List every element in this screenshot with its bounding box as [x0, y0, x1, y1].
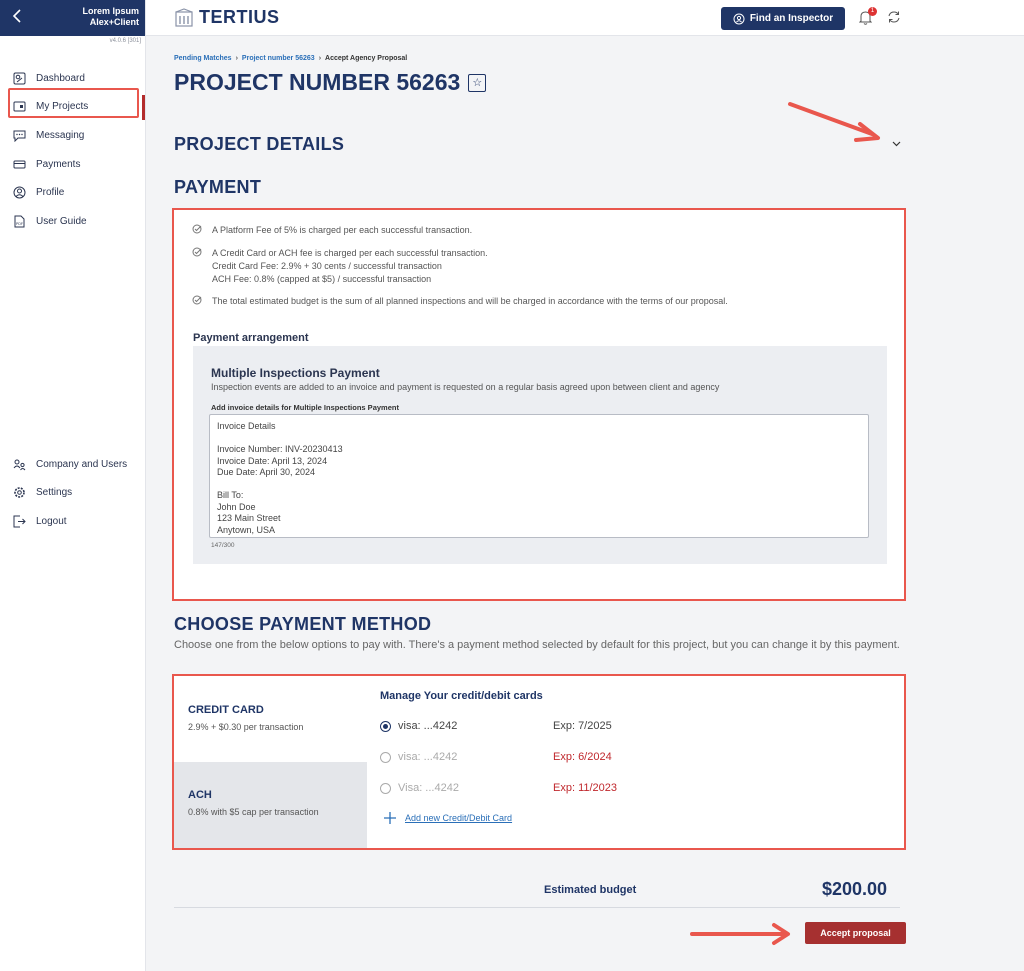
page-title — [174, 69, 486, 96]
accept-proposal-button[interactable]: Accept proposal — [805, 922, 906, 944]
user-info — [82, 6, 139, 28]
mip-description: Inspection events are added to an invoice and payment is requested on a regular basis agreed upon between client and agency — [211, 382, 720, 392]
manage-cards-title: Manage Your credit/debit cards — [380, 690, 543, 702]
messaging-icon — [12, 128, 26, 142]
card-option[interactable] — [380, 780, 680, 796]
fee-text: A Credit Card or ACH fee is charged per each successful transaction. — [212, 248, 488, 258]
user-role: Alex+Client — [89, 17, 139, 27]
tab-subtitle: 0.8% with $5 cap per transaction — [188, 807, 319, 817]
sidebar-item-label: Profile — [36, 187, 65, 199]
sidebar-item-label: My Projects — [36, 101, 89, 113]
payment-method-description: Choose one from the below options to pay with. There's a payment method selected by default for this project, but you can change it by this payment. — [174, 639, 900, 651]
sidebar — [0, 0, 146, 971]
brand-logo[interactable] — [174, 7, 280, 28]
svg-text:PDF: PDF — [15, 221, 23, 226]
sidebar-item-payments[interactable] — [0, 150, 145, 179]
fee-text: ACH Fee: 0.8% (capped at $5) / successful transaction — [212, 274, 432, 284]
radio-selected[interactable] — [380, 721, 391, 732]
card-number: visa: ...4242 — [398, 751, 458, 763]
tab-title: CREDIT CARD — [188, 704, 264, 716]
sidebar-bottom-nav — [0, 450, 145, 536]
breadcrumb-separator: › — [235, 55, 238, 62]
pdf-icon — [12, 214, 26, 228]
user-name: Lorem Ipsum — [82, 6, 139, 16]
card-expiry: Exp: 7/2025 — [553, 720, 612, 732]
project-details-heading[interactable]: PROJECT DETAILS — [174, 134, 345, 154]
sidebar-item-user-guide[interactable] — [0, 207, 145, 236]
fee-item — [192, 224, 472, 238]
tab-ach[interactable] — [174, 762, 367, 848]
tab-credit-card[interactable] — [174, 676, 367, 762]
brand-name: TERTIUS — [199, 7, 280, 27]
notification-badge: 1 — [868, 7, 877, 16]
add-card-link[interactable] — [384, 812, 512, 824]
radio-unselected[interactable] — [380, 783, 391, 794]
fee-text: The total estimated budget is the sum of all planned inspections and will be charged in accordance with the terms of our proposal. — [212, 296, 728, 306]
highlight-box-my-projects — [8, 88, 139, 118]
sidebar-item-label: Dashboard — [36, 72, 85, 84]
sidebar-item-label: Settings — [36, 487, 73, 499]
refresh-icon[interactable] — [887, 10, 901, 29]
annotation-arrow-icon — [690, 922, 794, 946]
plus-icon — [384, 812, 396, 824]
page-title-text: PROJECT NUMBER 56263 — [174, 69, 461, 95]
breadcrumb-separator: › — [318, 55, 322, 62]
sidebar-item-label: Company and Users — [36, 458, 128, 470]
top-bar — [146, 0, 1024, 36]
divider — [174, 907, 900, 908]
fee-text: Credit Card Fee: 2.9% + 30 cents / successful transaction — [212, 261, 442, 271]
add-card-label: Add new Credit/Debit Card — [405, 813, 513, 823]
sidebar-item-label: Messaging — [36, 129, 85, 141]
estimated-budget-value: $200.00 — [822, 879, 888, 899]
breadcrumb — [174, 55, 407, 62]
card-number: Visa: ...4242 — [398, 782, 459, 794]
card-expiry: Exp: 6/2024 — [553, 751, 612, 763]
sidebar-item-messaging[interactable] — [0, 121, 145, 150]
card-expiry: Exp: 11/2023 — [553, 782, 618, 794]
radio-unselected[interactable] — [380, 752, 391, 763]
sidebar-item-label: Payments — [36, 158, 81, 170]
payment-method-section — [172, 674, 906, 850]
main-content — [146, 36, 1024, 971]
choose-payment-method-heading: CHOOSE PAYMENT METHOD — [174, 614, 432, 634]
check-circle-icon — [192, 295, 202, 309]
multiple-inspections-panel — [193, 346, 887, 564]
sidebar-header — [0, 0, 145, 36]
sidebar-item-company-users[interactable] — [0, 450, 145, 479]
breadcrumb-pending-matches[interactable]: Pending Matches — [174, 55, 232, 62]
card-option[interactable] — [380, 718, 680, 734]
check-circle-icon — [192, 224, 202, 238]
active-indicator — [142, 95, 145, 120]
tertius-logo-icon — [174, 8, 194, 28]
sidebar-item-profile[interactable] — [0, 178, 145, 207]
logout-icon — [12, 514, 26, 528]
breadcrumb-current: Accept Agency Proposal — [325, 55, 408, 62]
gear-icon — [12, 486, 26, 500]
estimated-budget-label: Estimated budget — [544, 884, 637, 896]
char-counter: 147/300 — [211, 542, 235, 549]
sidebar-item-settings[interactable] — [0, 479, 145, 508]
annotation-arrow-icon — [786, 98, 886, 144]
fee-text: A Platform Fee of 5% is charged per each successful transaction. — [212, 225, 473, 235]
payment-arrangement-label: Payment arrangement — [193, 332, 309, 344]
invoice-details-label: Add invoice details for Multiple Inspections Payment — [211, 403, 399, 412]
sidebar-item-label: Logout — [36, 515, 67, 527]
fee-item — [192, 295, 728, 309]
version-label: v4.0.6 [301] — [109, 38, 141, 44]
fee-item — [192, 247, 488, 286]
check-circle-icon — [192, 247, 202, 286]
card-number: visa: ...4242 — [398, 720, 458, 732]
star-icon[interactable]: ☆ — [468, 74, 486, 92]
users-icon — [12, 457, 26, 471]
find-inspector-label: Find an Inspector — [749, 13, 834, 24]
card-option[interactable] — [380, 749, 680, 765]
invoice-details-textarea[interactable]: Invoice Details Invoice Number: INV-20230413 Invoice Date: April 13, 2024 Due Date: April 30, 2024 Bill To: John Doe 123 Main Street Anytown, USA — [209, 414, 869, 538]
sidebar-item-logout[interactable] — [0, 507, 145, 536]
tab-title: ACH — [188, 789, 212, 801]
search-person-icon — [733, 13, 745, 25]
find-inspector-button[interactable] — [721, 7, 845, 30]
payment-section — [172, 208, 906, 601]
payments-icon — [12, 157, 26, 171]
tab-subtitle: 2.9% + $0.30 per transaction — [188, 722, 304, 732]
mip-title: Multiple Inspections Payment — [211, 366, 380, 380]
dashboard-icon — [12, 71, 26, 85]
sidebar-item-label: User Guide — [36, 215, 87, 227]
breadcrumb-project[interactable]: Project number 56263 — [241, 55, 315, 62]
chevron-down-icon[interactable] — [892, 139, 901, 150]
back-arrow-icon[interactable] — [12, 8, 22, 29]
profile-icon — [12, 186, 26, 200]
payment-heading: PAYMENT — [174, 177, 262, 197]
